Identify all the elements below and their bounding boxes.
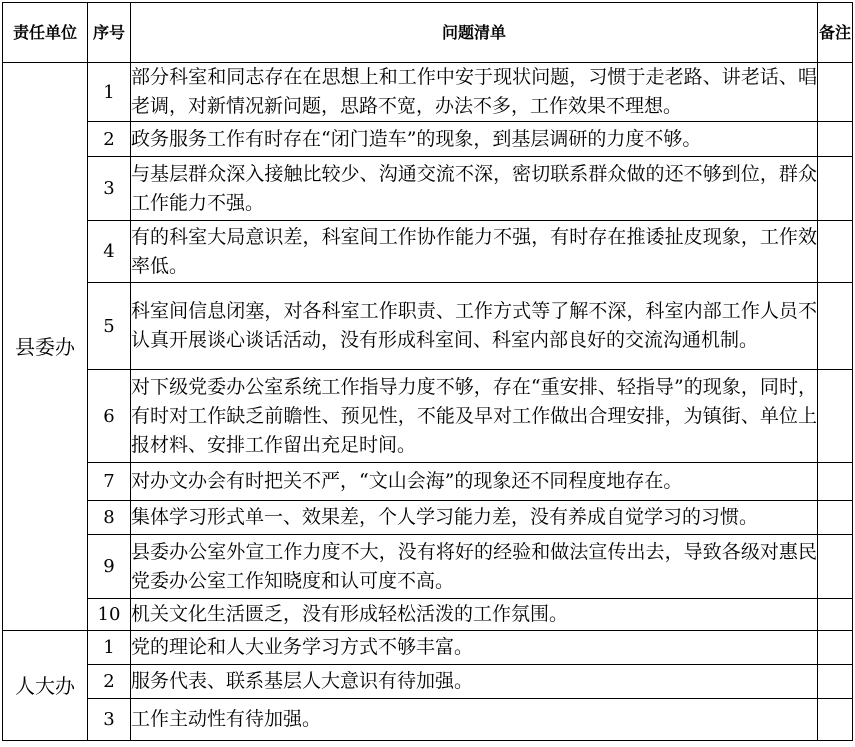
header-note: 备注 xyxy=(818,3,853,63)
note-cell xyxy=(818,665,853,699)
note-cell xyxy=(818,63,853,122)
number-cell: 8 xyxy=(88,501,131,535)
issue-cell: 集体学习形式单一、效果差，个人学习能力差，没有养成自觉学习的习惯。 xyxy=(131,501,818,535)
table-row xyxy=(3,631,853,665)
note-cell xyxy=(818,463,853,501)
table-row xyxy=(3,599,853,631)
issue-cell: 机关文化生活匮乏，没有形成轻松活泼的工作氛围。 xyxy=(131,599,818,631)
issue-cell: 工作主动性有待加强。 xyxy=(131,699,818,741)
number-cell: 9 xyxy=(88,535,131,599)
unit-cell: 人大办 xyxy=(3,631,88,741)
issue-cell: 县委办公室外宣工作力度不大，没有将好的经验和做法宣传出去，导致各级对惠民党委办公室工作知晓度和认可度不高。 xyxy=(131,535,818,599)
note-cell xyxy=(818,599,853,631)
number-cell: 3 xyxy=(88,699,131,741)
table-row xyxy=(3,63,853,122)
note-cell xyxy=(818,699,853,741)
number-cell: 4 xyxy=(88,221,131,283)
note-cell xyxy=(818,535,853,599)
table-row xyxy=(3,283,853,370)
note-cell xyxy=(818,370,853,463)
issue-cell: 部分科室和同志存在在思想上和工作中安于现状问题，习惯于走老路、讲老话、唱老调，对新情况新问题，思路不宽，办法不多，工作效果不理想。 xyxy=(131,63,818,122)
table-header-row xyxy=(3,3,853,63)
issue-cell: 有的科室大局意识差，科室间工作协作能力不强，有时存在推诿扯皮现象，工作效率低。 xyxy=(131,221,818,283)
note-cell xyxy=(818,631,853,665)
number-cell: 2 xyxy=(88,122,131,157)
table-row xyxy=(3,665,853,699)
table-row xyxy=(3,535,853,599)
issue-cell: 与基层群众深入接触比较少、沟通交流不深，密切联系群众做的还不够到位，群众工作能力不强。 xyxy=(131,157,818,221)
number-cell: 7 xyxy=(88,463,131,501)
header-unit: 责任单位 xyxy=(3,3,88,63)
note-cell xyxy=(818,157,853,221)
table-row xyxy=(3,157,853,221)
table-row xyxy=(3,122,853,157)
number-cell: 2 xyxy=(88,665,131,699)
header-issue: 问题清单 xyxy=(131,3,818,63)
issue-cell: 对下级党委办公室系统工作指导力度不够，存在“重安排、轻指导”的现象，同时，有时对工作缺乏前瞻性、预见性，不能及早对工作做出合理安排，为镇街、单位上报材料、安排工作留出充足时间。 xyxy=(131,370,818,463)
number-cell: 10 xyxy=(88,599,131,631)
note-cell xyxy=(818,122,853,157)
issue-cell: 党的理论和人大业务学习方式不够丰富。 xyxy=(131,631,818,665)
issue-list-table xyxy=(2,2,853,741)
number-cell: 1 xyxy=(88,631,131,665)
header-number: 序号 xyxy=(88,3,131,63)
issue-cell: 对办文办会有时把关不严，“文山会海”的现象还不同程度地存在。 xyxy=(131,463,818,501)
table-row xyxy=(3,699,853,741)
issue-cell: 服务代表、联系基层人大意识有待加强。 xyxy=(131,665,818,699)
number-cell: 6 xyxy=(88,370,131,463)
note-cell xyxy=(818,221,853,283)
issue-cell: 政务服务工作有时存在“闭门造车”的现象，到基层调研的力度不够。 xyxy=(131,122,818,157)
unit-cell: 县委办 xyxy=(3,63,88,631)
note-cell xyxy=(818,283,853,370)
table-row xyxy=(3,501,853,535)
table-row xyxy=(3,463,853,501)
number-cell: 1 xyxy=(88,63,131,122)
issue-cell: 科室间信息闭塞，对各科室工作职责、工作方式等了解不深，科室内部工作人员不认真开展谈心谈话活动，没有形成科室间、科室内部良好的交流沟通机制。 xyxy=(131,283,818,370)
table-row xyxy=(3,370,853,463)
note-cell xyxy=(818,501,853,535)
table-row xyxy=(3,221,853,283)
number-cell: 3 xyxy=(88,157,131,221)
number-cell: 5 xyxy=(88,283,131,370)
